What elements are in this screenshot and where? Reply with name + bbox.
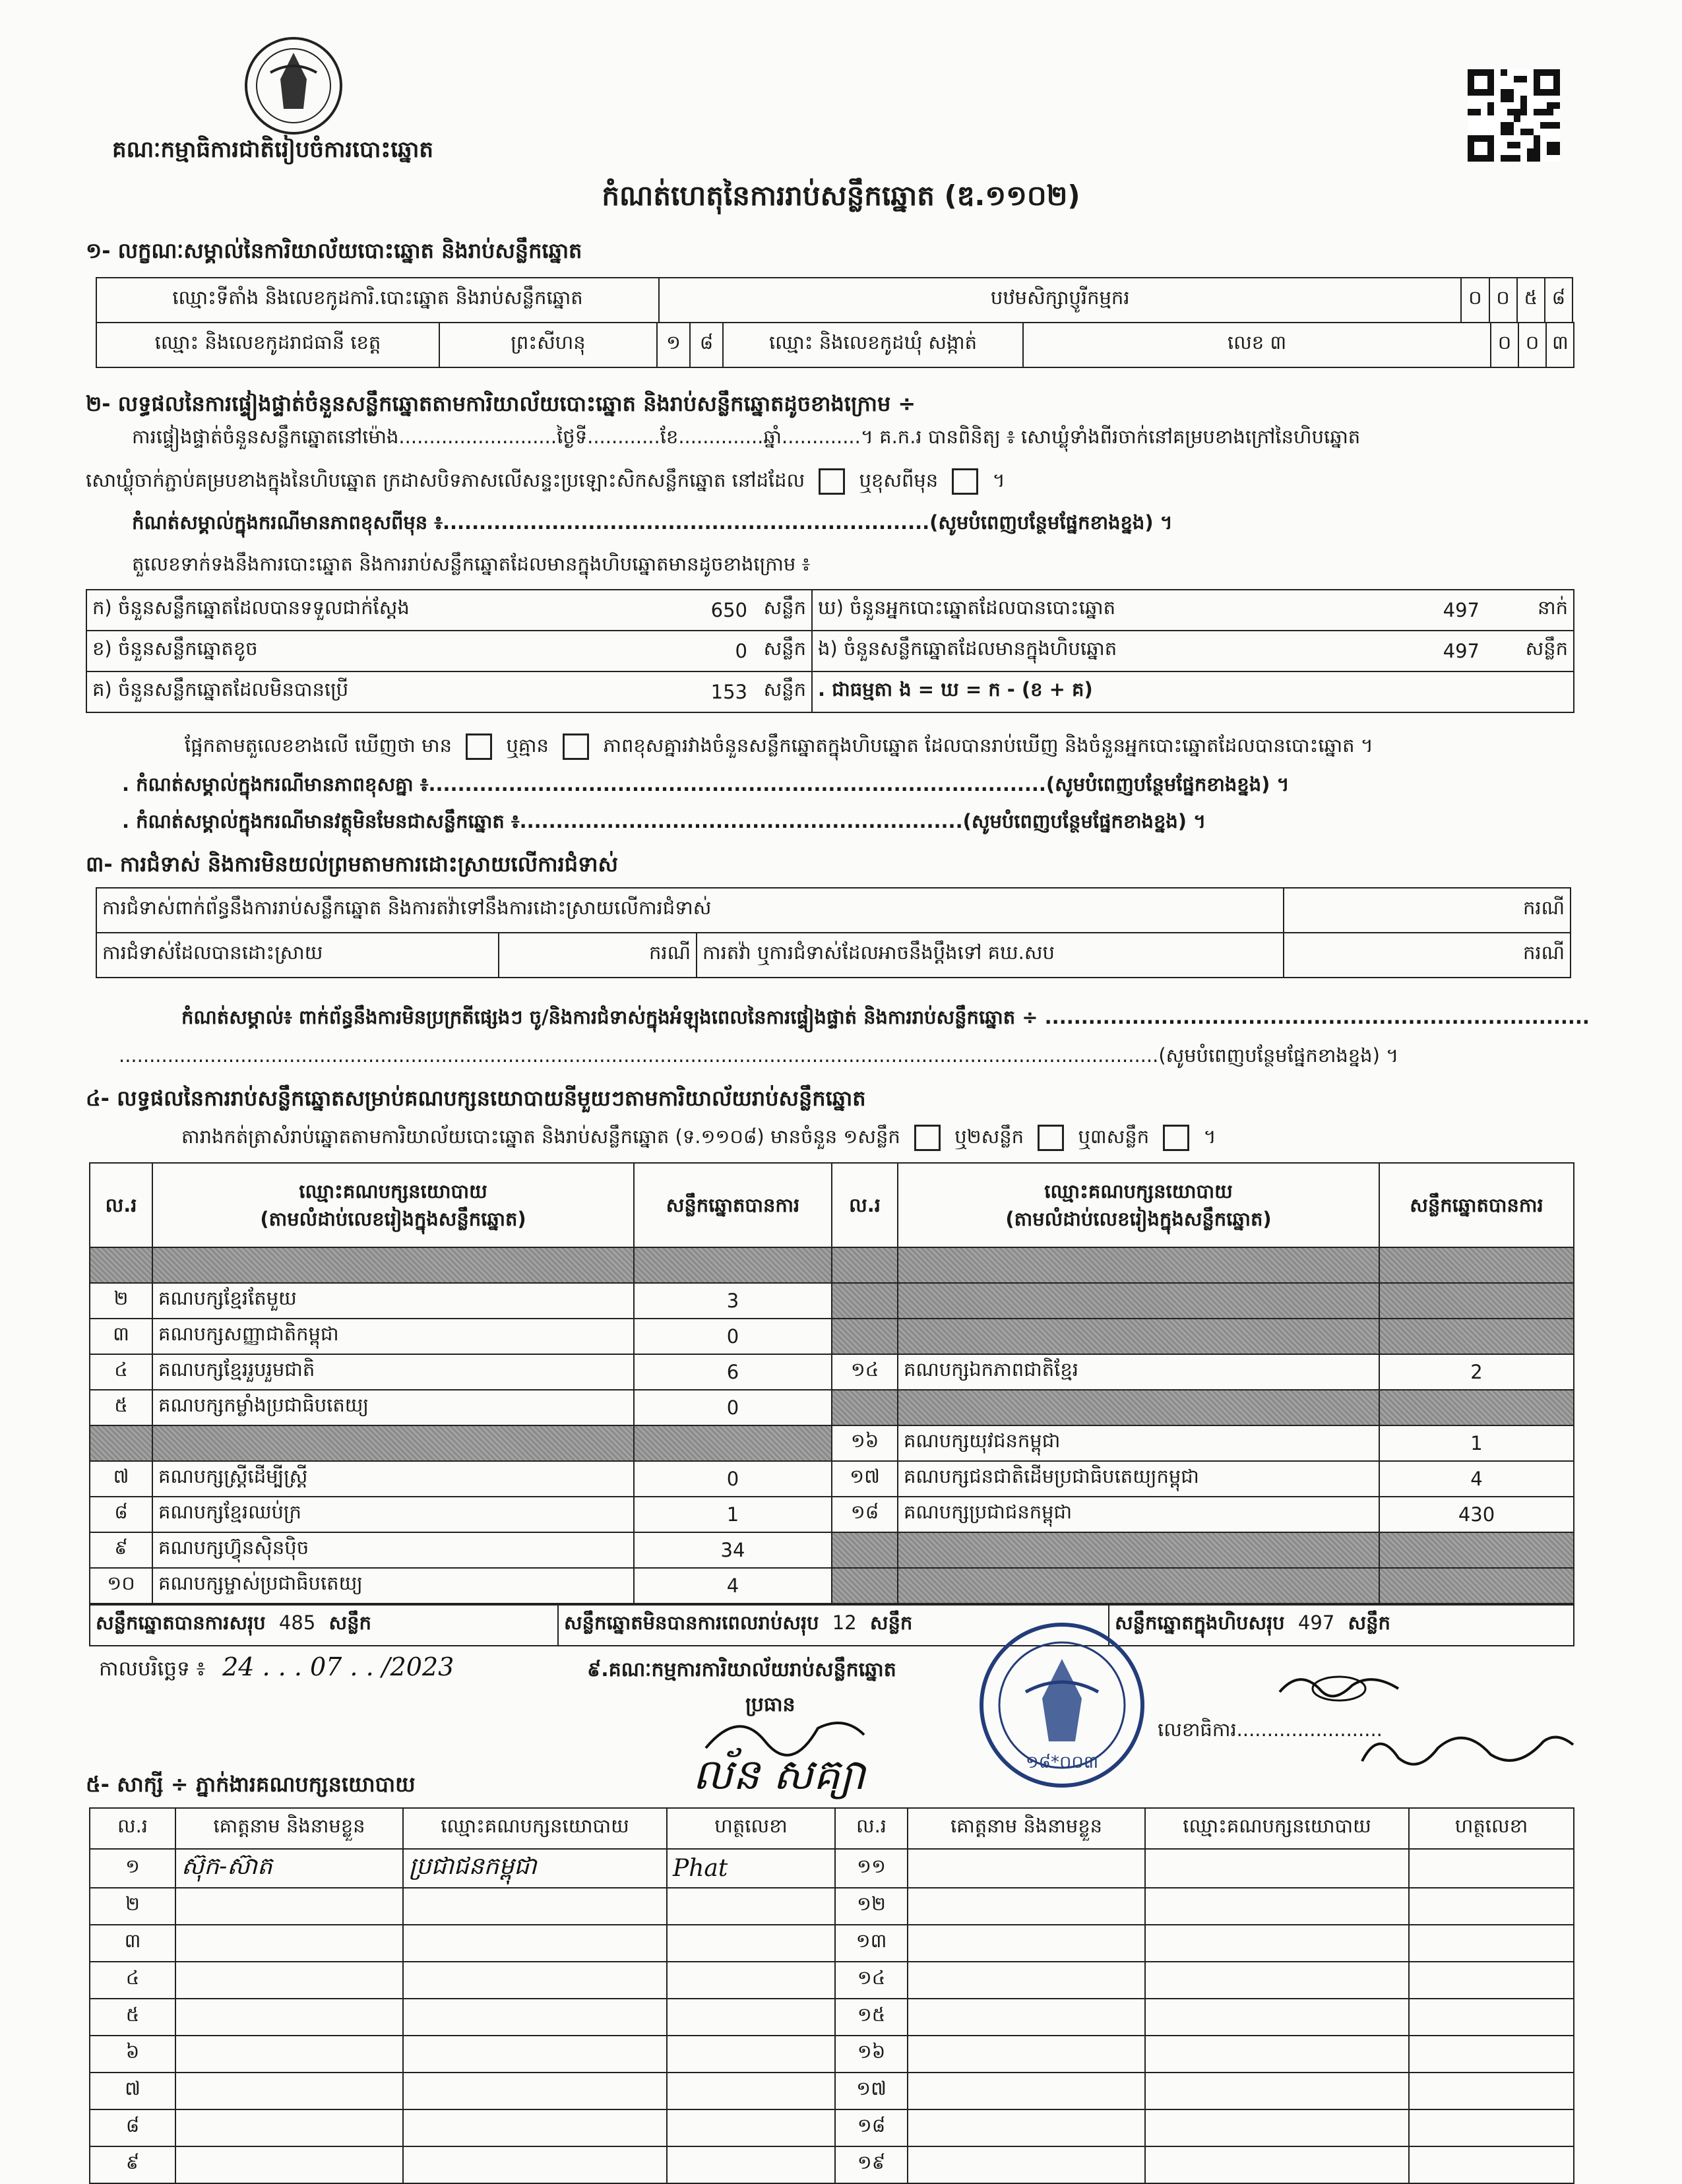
figure-label: ង) ចំនួនសន្លឹកឆ្នោតដែលមានក្នុងហិបឆ្នោត [812,631,1307,671]
witness-name [175,2109,403,2146]
one-sheet-checkbox[interactable] [914,1125,941,1151]
discrepancy-text: ផ្អែកតាមតួលេខខាងលើ ឃើញថា មាន [185,734,452,757]
party-row [90,1354,1574,1390]
station-table [96,277,1573,323]
party-number [832,1390,898,1425]
verification-time-line: ការផ្ទៀងផ្ទាត់ចំនួនសន្លឹកឆ្នោតនៅម៉ោង..........................ថ្ងៃទី............ខែ..............ឆ្នាំ.............។ គ.ក.រ បានពិនិត្យ ៖ សោឃ្លុំទាំងពីរចាក់នៅគម្របខាងក្រៅនៃហិបឆ្នោត [132,425,1361,448]
station-code-digit: ០ [1489,278,1517,323]
witness-number: ១៩ [835,2146,908,2183]
party-number: ៩ [90,1532,152,1568]
party-name: គណបក្សស្ត្រីដើម្បីស្ត្រី [152,1461,634,1497]
party-votes: 34 [634,1532,832,1568]
no-difference-checkbox[interactable] [563,733,589,760]
witness-name [175,1999,403,2036]
province-label: ឈ្មោះ និងលេខកូដរាជធានី ខេត្ត [96,323,439,367]
witness-empty-cell [908,1925,1145,1962]
party-row [90,1390,1574,1425]
party-number [832,1568,898,1604]
witness-number: ១៨ [835,2109,908,2146]
tally-sheet-text: តារាងកត់ត្រាសំរាប់ឆ្នោតតាមការិយាល័យបោះឆ្នោត និងរាប់សន្លឹកឆ្នោត (ទ.១១០៨) មានចំនួន ១សន្លឹក [181,1125,900,1148]
party-votes [634,1425,832,1461]
party-name [152,1425,634,1461]
party-votes [1379,1247,1574,1283]
witness-number: ២ [90,1888,175,1925]
witness-empty-cell [1409,1925,1574,1962]
date-value: 24 . . . 07 . . /2023 [222,1652,454,1681]
party-name [898,1283,1379,1319]
witness-number: ៨ [90,2109,175,2146]
witness-empty-cell [1145,2036,1409,2073]
col-party-header [152,1163,634,1247]
witness-row [90,1962,1574,1999]
witness-number: ៥ [90,1999,175,2036]
witness-number: ៣ [90,1925,175,1962]
two-sheet-text: ឬ២សន្លឹក [954,1125,1024,1148]
witness-number: ១៤ [835,1962,908,1999]
discrepancy-line [185,733,1373,762]
date-label: កាលបរិច្ឆេទ ៖ [99,1657,206,1681]
commune-label: ឈ្មោះ និងលេខកូដឃុំ សង្កាត់ [723,323,1023,367]
witness-empty-cell [908,2146,1145,2183]
figure-unit: សន្លឹក [753,631,812,671]
party-name: គណបក្សយុវជនកម្ពុជា [898,1425,1379,1461]
lock-status-end: ។ [992,469,1005,491]
witness-signature [667,2073,835,2109]
chair-signature [699,1702,871,1761]
witness-number: ៧ [90,2073,175,2109]
section4-heading: ៤- លទ្ធផលនៃការរាប់សន្លឹកឆ្នោតសម្រាប់គណបក្សនយោបាយនីមួយៗតាមការិយាល័យរាប់សន្លឹកឆ្នោត [86,1086,866,1111]
witness-empty-cell [1409,1962,1574,1999]
total-invalid-unit: សន្លឹក [869,1611,913,1634]
witness-number: ១ [90,1849,175,1888]
party-name: គណបក្សសញ្ញាជាតិកម្ពុជា [152,1319,634,1354]
witness-empty-cell [1145,1999,1409,2036]
witness-name: ស៊ុក-ស៊ាត [175,1849,403,1888]
witness-empty-cell [908,1888,1145,1925]
section5-heading: ៥- សាក្សី ÷ ភ្នាក់ងារគណបក្សនយោបាយ [86,1772,416,1797]
witness-col-name: គោត្តនាម និងនាមខ្លួន [908,1808,1145,1849]
changed-text: ឬខុសពីមុន [859,469,939,491]
witness-row [90,1999,1574,2036]
col-party-sub: (តាមលំដាប់លេខរៀងក្នុងសន្លឹកឆ្នោត) [260,1208,526,1230]
witness-number: ៤ [90,1962,175,1999]
total-invalid-label: សន្លឹកឆ្នោតមិនបានការពេលរាប់សរុប [564,1611,819,1634]
party-name: គណបក្សហ៊្វុនស៊ិនប៉ិច [152,1532,634,1568]
total-invalid-value: 12 [832,1611,857,1634]
witness-empty-cell [1409,2146,1574,2183]
witness-row [90,1925,1574,1962]
total-valid-unit: សន្លឹក [328,1611,371,1634]
witness-name [175,1962,403,1999]
party-name: គណបក្សជនជាតិដើមប្រជាធិបតេយ្យកម្ពុជា [898,1461,1379,1497]
lock-status-line [86,468,1005,497]
party-votes [1379,1283,1574,1319]
witness-row [90,2109,1574,2146]
party-number [832,1532,898,1568]
party-row [90,1532,1574,1568]
col-votes-header: សន្លឹកឆ្នោតបានការ [634,1163,832,1247]
party-number [90,1425,152,1461]
witness-number: ៦ [90,2036,175,2073]
witness-party [403,1962,667,1999]
total-box-value: 497 [1297,1611,1335,1634]
col-no-header: ល.រ [832,1163,898,1247]
emblem-logo [241,33,346,139]
witness-col-no: ល.រ [835,1808,908,1849]
figures-intro: តួលេខទាក់ទងនឹងការបោះឆ្នោត និងការរាប់សន្លឹកឆ្នោតដែលមានក្នុងហិបឆ្នោតមានដូចខាងក្រោម ៖ [132,553,811,575]
total-in-box [1109,1605,1574,1646]
witness-empty-cell [1409,2073,1574,2109]
appeal-label: ការតវ៉ា ឬការជំទាស់ដែលអាចនឹងប្ដឹងទៅ គឃ.សប [697,933,1284,978]
party-row [90,1319,1574,1354]
objections-table [96,887,1571,978]
witness-name [175,2146,403,2183]
figure-label: ឃ) ចំនួនអ្នកបោះឆ្នោតដែលបានបោះឆ្នោត [812,590,1307,631]
figure-value: 497 [1307,590,1485,631]
witness-signature [667,1999,835,2036]
party-name: គណបក្សខ្មែរឈប់ក្រ [152,1497,634,1532]
resolved-unit: ករណី [499,933,697,978]
no-difference-text: ឬគ្មាន [506,734,549,757]
objection-label: ការជំទាស់ពាក់ព័ន្ធនឹងការរាប់សន្លឹកឆ្នោត និងការតវ៉ាទៅនឹងការដោះស្រាយលើការជំទាស់ [96,888,1284,933]
figure-value: 497 [1307,631,1485,671]
station-label: ឈ្មោះទីតាំង និងលេខកូដការិ.បោះឆ្នោត និងរាប់សន្លឹកឆ្នោត [96,278,659,323]
party-votes [634,1247,832,1283]
commune-code-digit: ០ [1518,323,1546,367]
secretary-label: លេខាធិការ........................ [1158,1718,1383,1741]
party-name: គណបក្សខ្មែររួបរួមជាតិ [152,1354,634,1390]
witness-empty-cell [1145,1962,1409,1999]
figure-label: ក) ចំនួនសន្លឹកឆ្នោតដែលបានទទួលជាក់ស្ដែង [86,590,634,631]
totals-table [89,1604,1574,1646]
party-name: គណបក្សឯកភាពជាតិខ្មែរ [898,1354,1379,1390]
witness-number: ៩ [90,2146,175,2183]
col-no-header: ល.រ [90,1163,152,1247]
witness-number: ១៥ [835,1999,908,2036]
party-number: ១០ [90,1568,152,1604]
difference-note: . កំណត់សម្គាល់ក្នុងករណីមានភាពខុសគ្នា ៖.....................................................................................(សូមបំពេញបន្ថែមផ្នែកខាងខ្នង) ។ [122,773,1290,796]
province-code-digit: ១ [657,323,690,367]
party-number: ៤ [90,1354,152,1390]
lock-status-text: សោឃ្លុំចាក់ភ្ជាប់គម្របខាងក្នុងនៃហិបឆ្នោត ក្រដាសបិទភាសលើសន្ទះប្រឡោះសិកសន្លឹកឆ្នោត នៅដដែល [86,469,805,491]
party-number: ១៦ [832,1425,898,1461]
station-code-digit: ៨ [1545,278,1573,323]
objection-unit: ករណី [1284,888,1571,933]
commune-code-digit: ០ [1491,323,1518,367]
irregularity-note: កំណត់សម្គាល់៖ ពាក់ព័ន្ធនឹងការមិនប្រក្រតីផ្សេងៗ ចូ/និងការជំទាស់ក្នុងអំឡុងពេលនៃការផ្ទៀងផ្ទាត់ និងការរាប់សន្លឹកឆ្នោត ÷ ........................................................................... [181,1006,1590,1028]
witness-party [403,2036,667,2073]
party-row [90,1461,1574,1497]
party-votes [1379,1390,1574,1425]
witness-party [403,1999,667,2036]
party-name: គណបក្សម្ចាស់ប្រជាធិបតេយ្យ [152,1568,634,1604]
witness-party [403,1888,667,1925]
witness-empty-cell [1409,2109,1574,2146]
witness-empty-cell [1409,2036,1574,2073]
section2-heading: ២- លទ្ធផលនៃការផ្ទៀងផ្ទាត់ចំនួនសន្លឹកឆ្នោតតាមការិយាល័យបោះឆ្នោត និងរាប់សន្លឹកឆ្នោតដូចខាងក្រោម ÷ [86,391,916,416]
col-party-title: ឈ្មោះគណបក្សនយោបាយ [299,1180,487,1202]
witness-signature [667,2146,835,2183]
party-number: ១៨ [832,1497,898,1532]
stamp-code: ១៨*០០៣ [1025,1753,1099,1772]
witness-empty-cell [908,2109,1145,2146]
foreign-object-note: . កំណត់សម្គាល់ក្នុងករណីមានវត្ថុមិនមែនជាសន្លឹកឆ្នោត ៖.............................................................(សូមបំពេញបន្ថែមផ្នែកខាងខ្នង) ។ [122,810,1206,832]
party-row [90,1568,1574,1604]
formula-note: . ជាធម្មតា ង = ឃ = ក - (ខ + គ) [812,671,1574,712]
party-number: ៧ [90,1461,152,1497]
witness-party [403,2109,667,2146]
witness-signature [667,1925,835,1962]
three-sheet-checkbox[interactable] [1163,1125,1189,1151]
witness-table [89,1807,1574,2184]
witness-party [403,1925,667,1962]
figure-unit: សន្លឹក [753,671,812,712]
witness-empty-cell [1145,2073,1409,2109]
witness-party [403,2073,667,2109]
figure-value: 0 [634,631,753,671]
page-title: កំណត់ហេតុនៃការរាប់សន្លឹកឆ្នោត (ឌ.១១០២) [602,179,1080,212]
witness-number: ១៧ [835,2073,908,2109]
figures-table [86,589,1574,713]
committee-label: ៩.គណៈកម្មការការិយាល័យរាប់សន្លឹកឆ្នោត [587,1658,896,1681]
witness-row [90,2146,1574,2183]
province-code-digit: ៨ [690,323,723,367]
witness-row [90,2036,1574,2073]
witness-empty-cell [908,2073,1145,2109]
witness-col-party: ឈ្មោះគណបក្សនយោបាយ [403,1808,667,1849]
difference-note-line: កំណត់សម្គាល់ក្នុងករណីមានភាពខុសពីមុន ៖...................................................................(សូមបំពេញបន្ថែមផ្នែកខាងខ្នង) ។ [132,511,1173,534]
total-box-unit: សន្លឹក [1348,1611,1390,1634]
section1-heading: ១- លក្ខណៈសម្គាល់នៃការិយាល័យបោះឆ្នោត និងរាប់សន្លឹកឆ្នោត [86,238,582,263]
figure-unit: សន្លឹក [753,590,812,631]
location-table [96,322,1574,368]
tally-sheet-end: ។ [1203,1125,1216,1148]
witness-name [175,2073,403,2109]
witness-empty-cell [1409,1999,1574,2036]
changed-checkbox[interactable] [952,468,978,495]
figure-label: គ) ចំនួនសន្លឹកឆ្នោតដែលមិនបានប្រើ [86,671,634,712]
two-sheet-checkbox[interactable] [1038,1125,1064,1151]
party-votes [1379,1568,1574,1604]
witness-number: ១១ [835,1849,908,1888]
party-name: គណបក្សប្រជាជនកម្ពុជា [898,1497,1379,1532]
witness-signature: Phat [667,1849,835,1888]
chair-label: ប្រធាន [745,1693,795,1716]
qr-code [1468,69,1560,162]
party-number: ៨ [90,1497,152,1532]
figure-unit: សន្លឹក [1485,631,1574,671]
figure-value: 153 [634,671,753,712]
party-number: ៥ [90,1390,152,1425]
station-code-digit: ០ [1461,278,1489,323]
witness-signature [667,1962,835,1999]
total-box-label: សន្លឹកឆ្នោតក្នុងហិបសរុប [1115,1611,1285,1634]
col-party-header [898,1163,1379,1247]
has-difference-checkbox[interactable] [466,733,492,760]
party-number [832,1319,898,1354]
witness-empty-cell [1145,1849,1409,1888]
witness-name [175,2036,403,2073]
secretary-signature-1 [1273,1666,1405,1712]
party-number: ៣ [90,1319,152,1354]
party-votes [1379,1532,1574,1568]
unchanged-checkbox[interactable] [819,468,845,495]
party-name: គណបក្សខ្មែរតែមួយ [152,1283,634,1319]
party-results-table [89,1162,1574,1604]
witness-signature [667,2036,835,2073]
party-number: ១៤ [832,1354,898,1390]
figure-unit: នាក់ [1485,590,1574,631]
total-valid [90,1605,558,1646]
station-code-digit: ៥ [1517,278,1545,323]
col-party-sub: (តាមលំដាប់លេខរៀងក្នុងសន្លឹកឆ្នោត) [1005,1208,1272,1230]
commune-code-digit: ៣ [1546,323,1574,367]
date-line [99,1652,454,1686]
party-number: ១៧ [832,1461,898,1497]
party-row [90,1425,1574,1461]
party-row [90,1283,1574,1319]
resolved-label: ការជំទាស់ដែលបានដោះស្រាយ [96,933,499,978]
party-name [152,1247,634,1283]
witness-empty-cell [1145,1925,1409,1962]
witness-row [90,2073,1574,2109]
witness-col-name: គោត្តនាម និងនាមខ្លួន [175,1808,403,1849]
secretary-signature-2 [1359,1722,1576,1781]
station-name: បឋមសិក្សាប្ញូរីកម្មករ [659,278,1461,323]
witness-empty-cell [1145,2146,1409,2183]
chair-name-handwritten: ល័ន សគ្យា [693,1751,865,1799]
witness-empty-cell [908,2036,1145,2073]
section3-heading: ៣- ការជំទាស់ និងការមិនយល់ព្រមតាមការដោះស្រាយលើការជំទាស់ [86,852,618,877]
org-name: គណៈកម្មាធិការជាតិរៀបចំការបោះឆ្នោត [112,137,434,163]
witness-empty-cell [908,1849,1145,1888]
total-valid-label: សន្លឹកឆ្នោតបានការសរុប [96,1611,266,1634]
witness-col-sign: ហត្ថលេខា [667,1808,835,1849]
party-votes: 0 [634,1390,832,1425]
witness-party: ប្រជាជនកម្ពុជា [403,1849,667,1888]
witness-col-no: ល.រ [90,1808,175,1849]
three-sheet-text: ឬ៣សន្លឹក [1078,1125,1150,1148]
party-votes: 4 [634,1568,832,1604]
party-number [90,1247,152,1283]
party-name [898,1390,1379,1425]
party-name [898,1247,1379,1283]
witness-signature [667,1888,835,1925]
witness-name [175,1925,403,1962]
tally-sheet-line [181,1125,1216,1153]
party-votes [1379,1319,1574,1354]
col-party-title: ឈ្មោះគណបក្សនយោបាយ [1044,1180,1233,1202]
party-votes: 1 [634,1497,832,1532]
party-number [832,1283,898,1319]
witness-empty-cell [1409,1849,1574,1888]
witness-number: ១២ [835,1888,908,1925]
party-number: ២ [90,1283,152,1319]
party-number [832,1247,898,1283]
party-votes: 0 [634,1319,832,1354]
figure-label: ខ) ចំនួនសន្លឹកឆ្នោតខូច [86,631,634,671]
party-votes: 4 [1379,1461,1574,1497]
party-votes: 0 [634,1461,832,1497]
appeal-unit: ករណី [1284,933,1571,978]
col-votes-header: សន្លឹកឆ្នោតបានការ [1379,1163,1574,1247]
witness-col-party: ឈ្មោះគណបក្សនយោបាយ [1145,1808,1409,1849]
witness-row [90,1849,1574,1888]
witness-empty-cell [908,1962,1145,1999]
witness-empty-cell [908,1999,1145,2036]
witness-empty-cell [1409,1888,1574,1925]
witness-empty-cell [1145,1888,1409,1925]
party-votes: 2 [1379,1354,1574,1390]
figure-value: 650 [634,590,753,631]
witness-party [403,2146,667,2183]
total-valid-value: 485 [278,1611,316,1634]
witness-number: ១៦ [835,2036,908,2073]
province-name: ព្រះសីហនុ [439,323,657,367]
witness-name [175,1888,403,1925]
irregularity-note-cont: ...........................................................................................................................................................................(សូមបំពេញបន្ថែមផ្នែកខាងខ្នង) ។ [119,1044,1399,1067]
party-votes: 1 [1379,1425,1574,1461]
witness-row [90,1888,1574,1925]
witness-col-sign: ហត្ថលេខា [1409,1808,1574,1849]
party-row [90,1247,1574,1283]
party-name [898,1532,1379,1568]
commune-name: លេខ ៣ [1023,323,1491,367]
party-votes: 430 [1379,1497,1574,1532]
official-stamp [976,1619,1148,1791]
party-row [90,1497,1574,1532]
witness-number: ១៣ [835,1925,908,1962]
witness-signature [667,2109,835,2146]
witness-empty-cell [1145,2109,1409,2146]
party-name [898,1568,1379,1604]
discrepancy-desc: ភាពខុសគ្នារវាងចំនួនសន្លឹកឆ្នោតក្នុងហិបឆ្នោត ដែលបានរាប់ឃើញ និងចំនួនអ្នកបោះឆ្នោតដែលបានបោះឆ្នោត ។ [603,734,1373,757]
party-name [898,1319,1379,1354]
party-name: គណបក្សកម្លាំងប្រជាធិបតេយ្យ [152,1390,634,1425]
party-votes: 6 [634,1354,832,1390]
party-votes: 3 [634,1283,832,1319]
